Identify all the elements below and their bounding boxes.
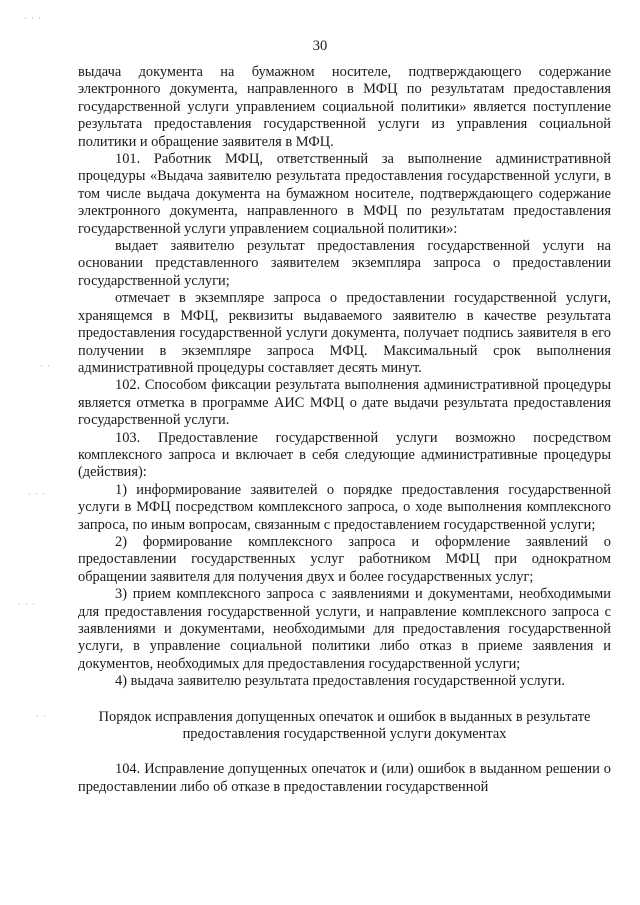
paragraph-103-item-4: 4) выдача заявителю результата предоставления государственной услуги.	[115, 673, 565, 690]
scan-artifact: · ·	[40, 362, 51, 371]
scan-artifact: · · ·	[28, 490, 46, 499]
scan-artifact: · ·	[36, 712, 47, 721]
paragraph-101: 101. Работник МФЦ, ответственный за выполнение административной процедуры «Выдача заявителю результата предоставления государственной услуги, в том числе выдача документа на бумажном носителе, подтверждающего содержание электронного документа, направленного в МФЦ по результатам предоставления государственной услуги управлением социальной политики»:	[78, 151, 611, 237]
paragraph-102: 102. Способом фиксации результата выполнения административной процедуры является отметка в программе АИС МФЦ о дате выдачи результата предоставления государственной услуги.	[78, 377, 611, 429]
section-heading: Порядок исправления допущенных опечаток и ошибок в выданных в результате предоставления государственной услуги документах	[98, 708, 591, 743]
paragraph-104: 104. Исправление допущенных опечаток и (или) ошибок в выданном решении о предоставлении либо об отказе в предоставлении государственной	[78, 761, 611, 795]
paragraph-103: 103. Предоставление государственной услуги возможно посредством комплексного запроса и включает в себя следующие административные процедуры (действия):	[78, 429, 611, 481]
document-body	[78, 64, 611, 796]
scan-artifact: · · ·	[24, 14, 42, 23]
scan-artifact: · · ·	[18, 600, 36, 609]
paragraph-103-item-1: 1) информирование заявителей о порядке предоставления государственной услуги в МФЦ посредством комплексного запроса, о ходе выполнения комплексного запроса, по иным вопросам, связанным с предоставлением государственной услуги;	[78, 481, 611, 533]
paragraph-101-record: отмечает в экземпляре запроса о предоставлении государственной услуги, хранящемся в МФЦ, реквизиты выдаваемого заявителю в качестве результата предоставления государственной услуги документа, получает подпись заявителя в его получении в экземпляре запроса МФЦ. Максимальный срок выполнения административной процедуры составляет десять минут.	[78, 290, 611, 376]
paragraph-101-issue: выдает заявителю результат предоставления государственной услуги на основании представленного заявителем экземпляра запроса о предоставлении государственной услуги;	[78, 238, 611, 289]
page-number: 30	[312, 38, 328, 54]
paragraph-103-item-2: 2) формирование комплексного запроса и оформление заявлений о предоставлении государственных услуг работником МФЦ при однократном обращении заявителя для получения двух и более государственных услуг;	[78, 533, 611, 585]
paragraph-103-item-3: 3) прием комплексного запроса с заявлениями и документами, необходимыми для предоставления государственной услуги, и направление комплексного запроса с заявлениями и документами, необходимыми для предоставления государственной услуги, в управление социальной политики либо отказ в приеме заявления и документов, необходимых для предоставления государственной услуги;	[78, 586, 611, 672]
paragraph-intro: выдача документа на бумажном носителе, подтверждающего содержание электронного документа, направленного в МФЦ по результатам предоставления государственной услуги управлением социальной политики» является поступление результата предоставления государственной услуги из управления социальной политики и обращение заявителя в МФЦ.	[78, 64, 611, 150]
